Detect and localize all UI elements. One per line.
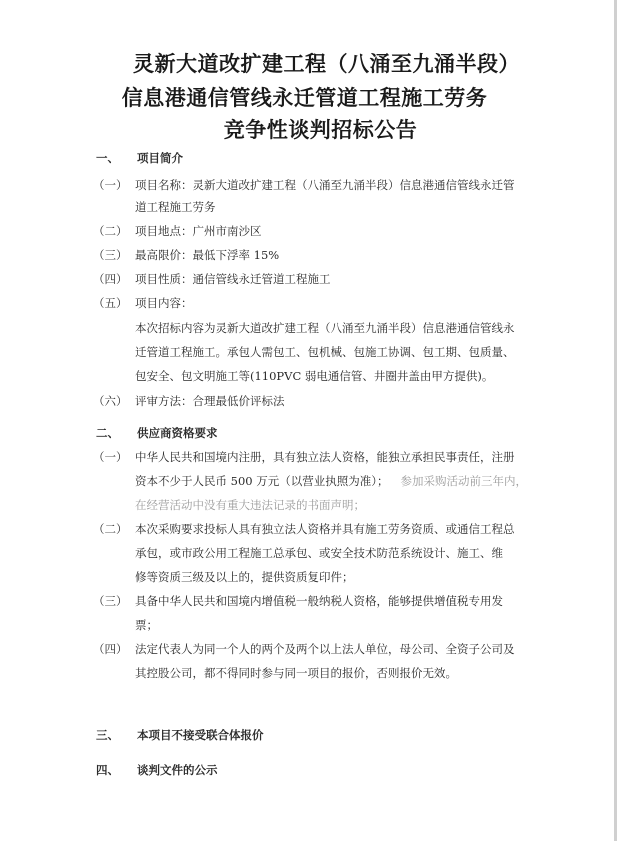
item-2-4-number: （四）: [93, 642, 128, 656]
item-2-1-line-2a: 资本不少于人民币 500 万元（以营业执照为准）；: [135, 474, 389, 488]
item-1-3-line: 最高限价：最低下浮率 15%: [135, 248, 280, 262]
item-2-3-number: （三）: [93, 594, 128, 608]
section-2-heading: 供应商资格要求: [137, 426, 218, 440]
item-2-2-line-1: 本次采购要求投标人具有独立法人资格并具有施工劳务资质、或通信工程总: [135, 522, 515, 536]
item-1-2-number: （二）: [93, 224, 128, 238]
item-2-2-line-2: 承包，或市政公用工程施工总承包、或安全技术防范系统设计、施工、维: [135, 546, 503, 560]
item-2-3-line-1: 具备中华人民共和国境内增值税一般纳税人资格，能够提供增值税专用发: [135, 594, 503, 608]
item-1-1-line-1: 项目名称：灵新大道改扩建工程（八涌至九涌半段）信息港通信管线永迁管: [135, 178, 515, 192]
item-2-2-line-3: 修等资质三级及以上的，提供资质复印件；: [135, 570, 354, 584]
content-paragraph-line-3: 包安全、包文明施工等(110PVC 弱电通信管、井圈井盖由甲方提供)。: [135, 369, 494, 383]
title-line-3: 竞争性谈判招标公告: [223, 118, 418, 142]
section-2-number: 二、: [96, 426, 119, 440]
section-3-heading: 本项目不接受联合体报价: [137, 728, 264, 742]
item-1-4-number: （四）: [93, 272, 128, 286]
item-2-2-number: （二）: [93, 522, 128, 536]
item-1-6-line: 评审方法：合理最低价评标法: [135, 394, 285, 408]
section-3-number: 三、: [96, 728, 119, 742]
item-2-4-line-2: 其控股公司，都不得同时参与同一项目的报价，否则报价无效。: [135, 666, 457, 680]
content-paragraph-line-2: 迁管道工程施工。承包人需包工、包机械、包施工协调、包工期、包质量、: [135, 345, 515, 359]
item-2-1-line-2b: 参加采购活动前三年内，: [400, 474, 528, 488]
item-1-2-line: 项目地点：广州市南沙区: [135, 224, 262, 238]
content-paragraph-line-1: 本次招标内容为灵新大道改扩建工程（八涌至九涌半段）信息港通信管线永: [135, 321, 515, 335]
item-1-3-number: （三）: [93, 248, 128, 262]
item-2-1-line-2: [135, 473, 527, 489]
item-2-1-line-3: 在经营活动中没有重大违法记录的书面声明；: [135, 498, 365, 512]
item-1-5-number: （五）: [93, 296, 128, 310]
section-4-number: 四、: [96, 763, 119, 777]
item-2-4-line-1: 法定代表人为同一个人的两个及两个以上法人单位，母公司、全资子公司及: [135, 642, 515, 656]
item-1-1-number: （一）: [93, 178, 128, 192]
item-1-5-line: 项目内容：: [135, 296, 193, 310]
section-4-heading: 谈判文件的公示: [137, 763, 218, 777]
item-1-1-line-2: 道工程施工劳务: [135, 200, 216, 214]
item-1-4-line: 项目性质：通信管线永迁管道工程施工: [135, 272, 331, 286]
item-2-1-number: （一）: [93, 450, 128, 464]
section-1-number: 一、: [96, 151, 119, 165]
section-1-heading: 项目简介: [137, 151, 183, 165]
title-line-2: 信息港通信管线永迁管道工程施工劳务: [121, 86, 488, 110]
item-2-1-line-1: 中华人民共和国境内注册，具有独立法人资格，能独立承担民事责任，注册: [135, 450, 515, 464]
title-line-1: 灵新大道改扩建工程（八涌至九涌半段）: [133, 52, 520, 76]
item-1-6-number: （六）: [93, 394, 128, 408]
item-2-3-line-2: 票；: [135, 618, 158, 632]
